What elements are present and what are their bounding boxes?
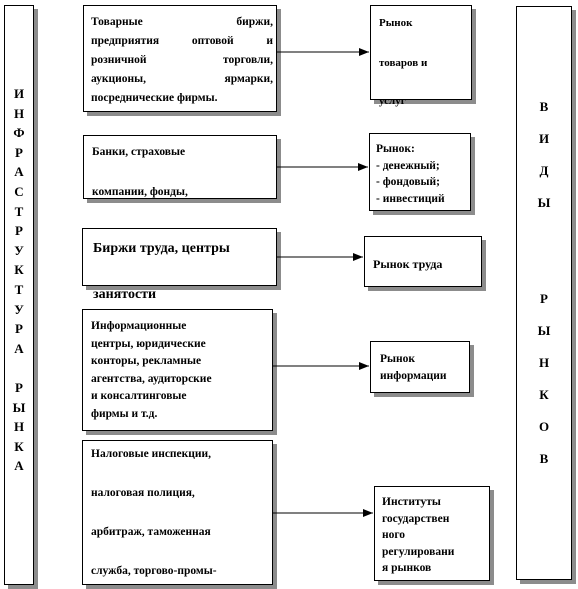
infrastructure-letter: С bbox=[14, 183, 24, 199]
financial-institutions-line: компании, фонды, bbox=[92, 186, 188, 198]
information-services-line: фирмы и т.д. bbox=[91, 407, 158, 420]
trade-organizations-line: посреднические фирмы. bbox=[91, 92, 218, 104]
infrastructure-letter: Ы bbox=[12, 399, 26, 415]
information-services-line: агентства, аудиторские bbox=[91, 372, 212, 385]
labour-exchanges-line: занятости bbox=[93, 287, 157, 302]
labour-exchanges-line: Биржи труда, центры bbox=[93, 241, 230, 256]
market-types-letter: Ы bbox=[537, 195, 551, 210]
information-services-line: Информационные bbox=[91, 320, 187, 332]
market-types-letter: Н bbox=[538, 355, 550, 370]
infrastructure-letter: А bbox=[14, 164, 24, 180]
infrastructure-letter: А bbox=[14, 340, 24, 356]
state-regulation-bodies-line: Налоговые инспекции, bbox=[91, 448, 212, 460]
information-market-line: Рынок bbox=[380, 353, 416, 365]
information-services-line: и консалтинговые bbox=[91, 390, 187, 402]
infrastructure-letter: Ф bbox=[13, 125, 25, 141]
information-services-line: центры, юридические bbox=[91, 337, 206, 350]
goods-services-market-line: товаров и bbox=[379, 57, 428, 69]
information-market-line: информации bbox=[380, 370, 447, 382]
financial-market-line: - денежный; bbox=[376, 159, 440, 172]
infrastructure-letter: Н bbox=[13, 419, 25, 435]
market-types-letter: Ы bbox=[537, 323, 551, 338]
state-regulation-bodies-line: служба, торгово-промы- bbox=[91, 565, 217, 577]
trade-organizations-line: аукционы, ярмарки, bbox=[91, 73, 273, 85]
infrastructure-letter: Р bbox=[15, 379, 23, 395]
state-regulation-institutions-line: регулировани bbox=[382, 545, 455, 558]
state-regulation-institutions-line: я рынков bbox=[382, 562, 432, 574]
financial-market-line: - инвестиций bbox=[376, 192, 445, 205]
market-types-letter: И bbox=[538, 131, 550, 146]
infrastructure-letter: Р bbox=[15, 321, 23, 337]
state-regulation-bodies-line: арбитраж, таможенная bbox=[91, 526, 211, 538]
state-regulation-institutions-line: государствен bbox=[382, 512, 450, 525]
market-types-letter: Р bbox=[540, 291, 548, 306]
state-regulation-institutions-line: ного bbox=[382, 529, 406, 541]
infrastructure-letter: К bbox=[14, 262, 24, 278]
infrastructure-letter: А bbox=[14, 458, 24, 474]
infrastructure-letter: Т bbox=[14, 203, 24, 219]
trade-organizations-line: Товарные биржи, bbox=[91, 16, 273, 28]
infrastructure-letter: Р bbox=[15, 144, 23, 160]
infrastructure-letter: Р bbox=[15, 223, 23, 239]
goods-services-market-line: услуг bbox=[379, 95, 406, 107]
market-types-letter: В bbox=[539, 451, 549, 466]
goods-services-market-line: Рынок bbox=[379, 17, 413, 29]
state-regulation-bodies-line: налоговая полиция, bbox=[91, 487, 195, 499]
market-types-letter: Д bbox=[539, 163, 549, 178]
infrastructure-letter: Н bbox=[13, 105, 25, 121]
market-types-letter: К bbox=[539, 387, 549, 402]
state-regulation-institutions-line: Институты bbox=[382, 496, 441, 508]
trade-organizations-line: предприятия оптовой и bbox=[91, 35, 273, 47]
infrastructure-letter: У bbox=[14, 301, 24, 317]
infrastructure-letter: И bbox=[13, 86, 25, 101]
information-services-line: конторы, рекламные bbox=[91, 355, 202, 367]
financial-market-line: Рынок: bbox=[376, 143, 415, 155]
infrastructure-letter: Т bbox=[14, 281, 24, 297]
infrastructure-letter: К bbox=[14, 438, 24, 454]
labour-market-label: Рынок труда bbox=[373, 257, 443, 271]
infrastructure-letter: У bbox=[14, 242, 24, 258]
financial-institutions-line: Банки, страховые bbox=[92, 146, 186, 158]
market-types-letter: В bbox=[539, 99, 549, 114]
financial-market-line: - фондовый; bbox=[376, 176, 440, 188]
market-types-letter: О bbox=[538, 419, 550, 434]
trade-organizations-line: розничной торговли, bbox=[91, 54, 273, 66]
